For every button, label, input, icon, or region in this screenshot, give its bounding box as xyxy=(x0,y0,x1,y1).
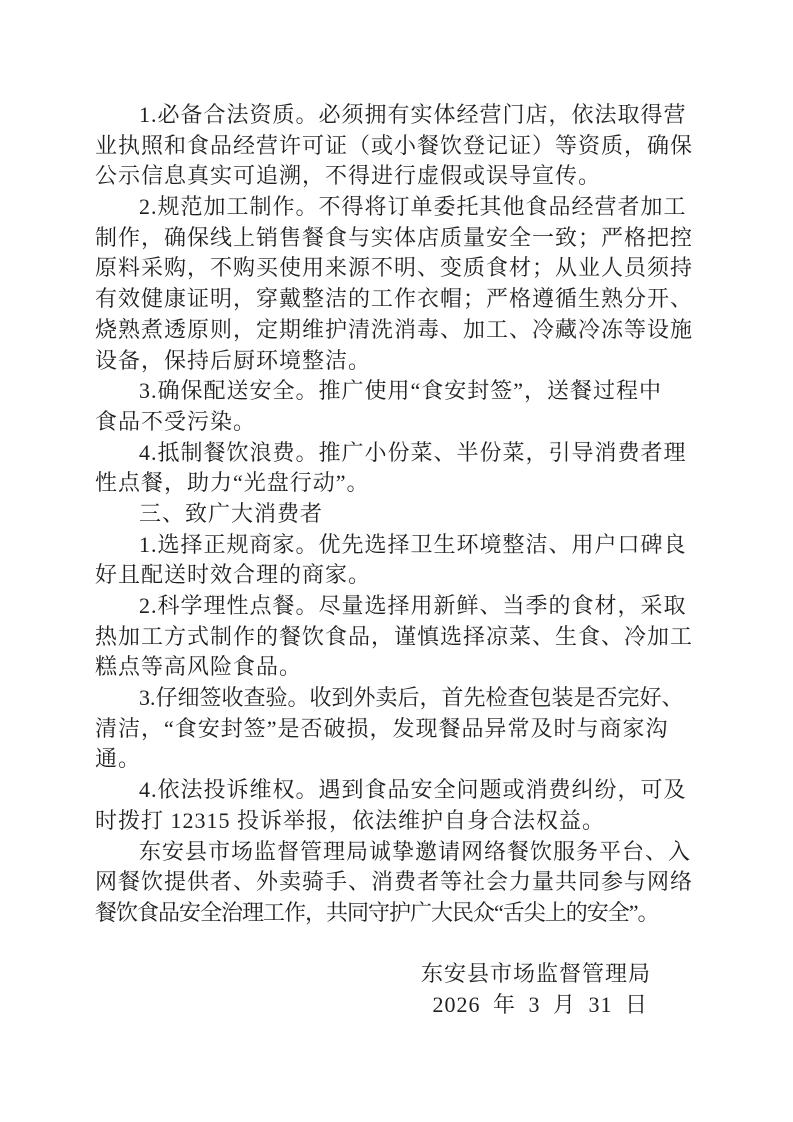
document-line: 设备，保持后厨环境整洁。 xyxy=(95,347,372,373)
blank-line xyxy=(95,929,697,960)
signature-issuer: 东安县市场监督管理局 xyxy=(420,961,651,987)
document-line: 清洁，“食安封签”是否破损，发现餐品异常及时与商家沟 xyxy=(95,715,669,741)
document-line: 1.选择正规商家。优先选择卫生环境整洁、用户口碑良 xyxy=(139,531,687,557)
signature-date: 2026 年 3 月 31 日 xyxy=(432,991,648,1017)
document-line: 热加工方式制作的餐饮食品，谨慎选择凉菜、生食、冷加工 xyxy=(95,623,694,649)
document-line: 4.抵制餐饮浪费。推广小份菜、半份菜，引导消费者理 xyxy=(139,439,687,465)
document-line: 公示信息真实可追溯，不得进行虚假或误导宣传。 xyxy=(95,163,602,189)
document-line: 糕点等高风险食品。 xyxy=(95,654,303,680)
document-line: 通。 xyxy=(95,746,142,772)
document-line: 烧熟煮透原则，定期维护清洗消毒、加工、冷藏冷冻等设施 xyxy=(95,316,694,342)
document-line: 三、致广大消费者 xyxy=(139,500,324,526)
document-line: 1.必备合法资质。必须拥有实体经营门店，依法取得营 xyxy=(139,102,687,127)
document-content xyxy=(95,100,697,1021)
document-line: 制作，确保线上销售餐食与实体店质量安全一致；严格把控 xyxy=(95,224,694,250)
document-line: 有效健康证明，穿戴整洁的工作衣帽；严格遵循生熟分开、 xyxy=(95,286,694,312)
document-line: 业执照和食品经营许可证（或小餐饮登记证）等资质，确保 xyxy=(95,132,694,158)
document-line: 3.确保配送安全。推广使用“食安封签”，送餐过程中 xyxy=(139,378,663,404)
document-line: 4.依法投诉维权。遇到食品安全问题或消费纠纷，可及 xyxy=(139,777,687,803)
document-line: 食品不受污染。 xyxy=(95,408,257,434)
document-line: 餐饮食品安全治理工作，共同守护广大民众“舌尖上的安全”。 xyxy=(95,899,659,925)
document-line: 好且配送时效合理的商家。 xyxy=(95,562,372,588)
document-line: 3.仔细签收查验。收到外卖后，首先检查包装是否完好、 xyxy=(139,685,684,711)
document-line: 2.科学理性点餐。尽量选择用新鲜、当季的食材，采取 xyxy=(139,593,687,618)
document-line: 2.规范加工制作。不得将订单委托其他食品经营者加工 xyxy=(139,194,687,220)
document-line: 网餐饮提供者、外卖骑手、消费者等社会力量共同参与网络 xyxy=(95,869,694,895)
document-line: 东安县市场监督管理局诚挚邀请网络餐饮服务平台、入 xyxy=(139,838,692,864)
document-body xyxy=(95,100,697,929)
document-line: 性点餐，助力“光盘行动”。 xyxy=(95,470,370,496)
document-line: 时拨打 12315 投诉举报，依法维护自身合法权益。 xyxy=(95,807,606,833)
document-line: 原料采购，不购买使用来源不明、变质食材；从业人员须持 xyxy=(95,255,694,281)
